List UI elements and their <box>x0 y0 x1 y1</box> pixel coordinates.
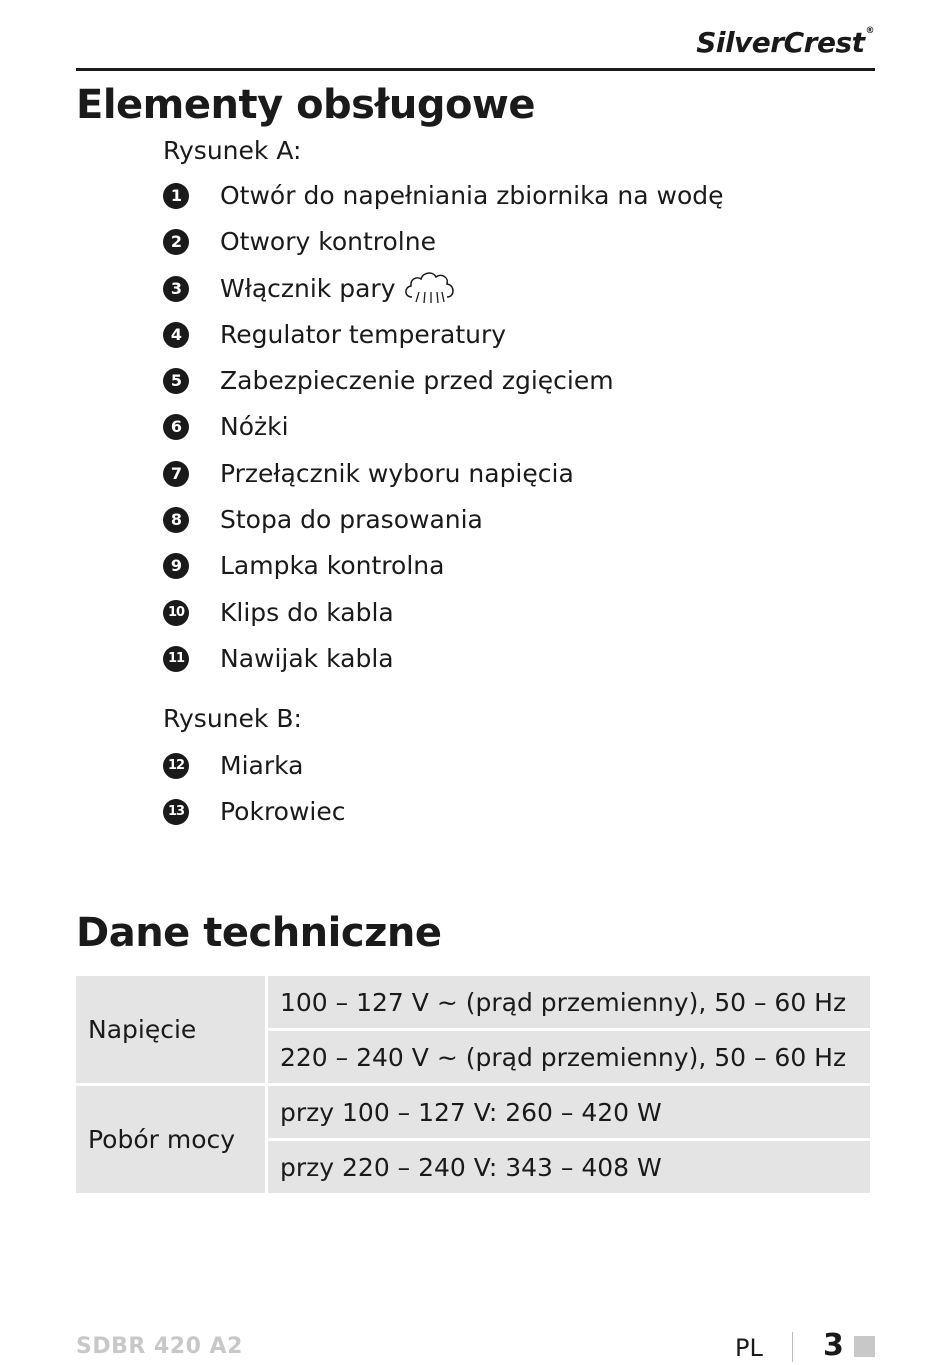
number-badge: 13 <box>163 799 189 825</box>
list-item <box>163 750 346 796</box>
figure-b-label: Rysunek B: <box>163 704 302 733</box>
controls-heading: Elementy obsługowe <box>76 82 536 128</box>
item-label: Klips do kabla <box>220 597 394 627</box>
steam-icon <box>402 267 458 315</box>
brand-logo: SilverCrest® <box>696 26 874 59</box>
number-badge: 6 <box>163 414 189 440</box>
list-item <box>163 411 724 457</box>
item-label: Zabezpieczenie przed zgięciem <box>220 366 614 396</box>
item-label: Przełącznik wyboru napięcia <box>220 458 574 488</box>
spec-label: Napięcie <box>76 976 265 1083</box>
list-item <box>163 504 724 550</box>
list-item <box>163 458 724 504</box>
specs-heading: Dane techniczne <box>76 910 442 956</box>
item-label: Włącznik pary <box>220 273 396 303</box>
list-item <box>163 643 724 689</box>
number-badge: 11 <box>163 646 189 672</box>
footer-divider <box>792 1332 793 1362</box>
item-label: Otwory kontrolne <box>220 227 436 257</box>
table-row <box>76 976 870 1028</box>
language-code: PL <box>735 1334 763 1362</box>
specs-table <box>73 973 873 1196</box>
list-item <box>163 319 724 365</box>
item-label: Otwór do napełniania zbiornika na wodę <box>220 181 724 210</box>
number-badge: 3 <box>163 276 189 302</box>
item-label: Lampka kontrolna <box>220 551 445 581</box>
spec-value: 220 – 240 V ~ (prąd przemienny), 50 – 60 Hz <box>268 1031 870 1083</box>
spec-value: przy 220 – 240 V: 343 – 408 W <box>268 1141 870 1193</box>
page-marker <box>854 1336 875 1357</box>
number-badge: 10 <box>163 600 189 626</box>
number-badge: 8 <box>163 507 189 533</box>
item-label: Pokrowiec <box>220 797 346 827</box>
model-number: SDBR 420 A2 <box>76 1334 243 1359</box>
item-label: Miarka <box>220 751 304 780</box>
list-item <box>163 550 724 596</box>
spec-label: Pobór mocy <box>76 1086 265 1193</box>
figure-b-list <box>163 750 346 843</box>
list-item <box>163 180 724 226</box>
spec-value: 100 – 127 V ~ (prąd przemienny), 50 – 60 Hz <box>268 976 870 1028</box>
number-badge: 2 <box>163 229 189 255</box>
number-badge: 4 <box>163 322 189 348</box>
figure-a-label: Rysunek A: <box>163 136 302 165</box>
figure-a-list <box>163 180 724 689</box>
item-label: Nóżki <box>220 412 289 442</box>
number-badge: 1 <box>163 183 189 209</box>
number-badge: 5 <box>163 368 189 394</box>
table-row <box>76 1086 870 1138</box>
item-label: Stopa do prasowania <box>220 505 483 535</box>
number-badge: 9 <box>163 553 189 579</box>
number-badge: 7 <box>163 461 189 487</box>
list-item <box>163 365 724 411</box>
list-item <box>163 597 724 643</box>
spec-value: przy 100 – 127 V: 260 – 420 W <box>268 1086 870 1138</box>
list-item <box>163 273 724 319</box>
header-rule <box>76 68 875 71</box>
page-number: 3 <box>823 1328 844 1363</box>
list-item <box>163 796 346 842</box>
number-badge: 12 <box>163 753 189 779</box>
item-label: Regulator temperatury <box>220 319 507 349</box>
item-label: Nawijak kabla <box>220 643 394 673</box>
